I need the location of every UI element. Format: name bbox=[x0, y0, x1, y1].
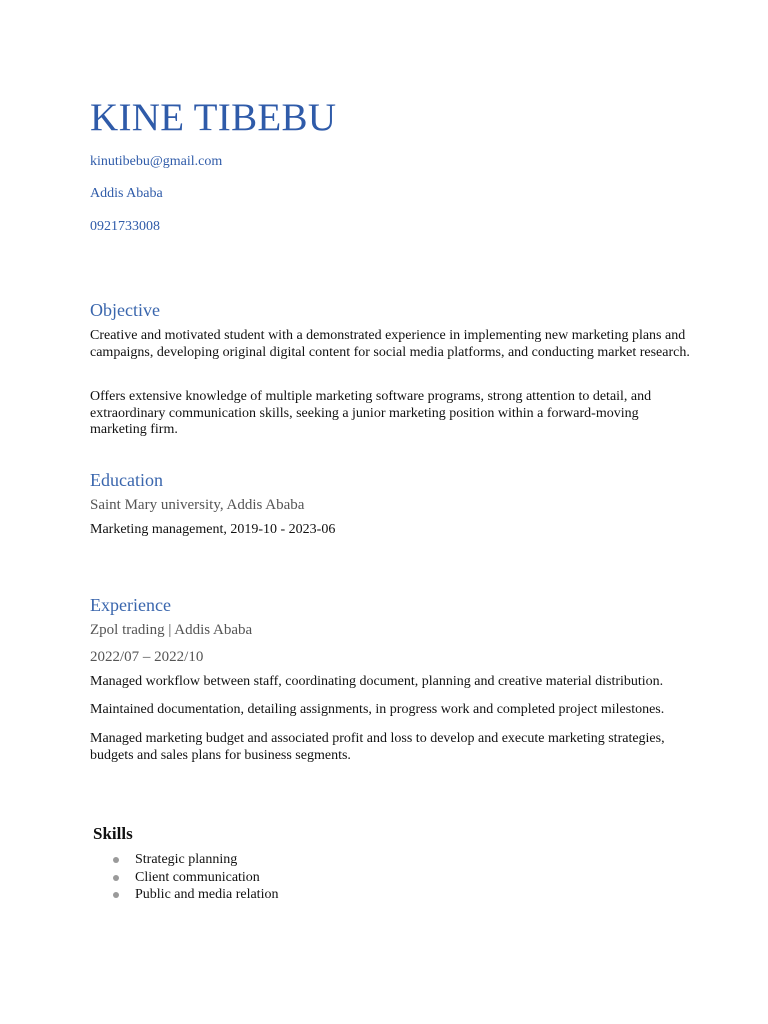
skill-label: Public and media relation bbox=[135, 887, 279, 902]
city-text: Addis Ababa bbox=[90, 186, 163, 201]
skill-label: Strategic planning bbox=[135, 852, 238, 867]
objective-paragraph-1: Creative and motivated student with a demonstrated experience in implementing new marketing plans and campaigns, developing original digital content for social media platforms, and conducting market research. bbox=[90, 328, 690, 360]
bullet-icon bbox=[113, 875, 119, 881]
list-item bbox=[110, 851, 278, 869]
candidate-name: KINE TIBEBU bbox=[90, 96, 337, 139]
experience-company: Zpol trading | Addis Ababa bbox=[90, 622, 253, 638]
skills-list bbox=[110, 851, 278, 904]
experience-dates: 2022/07 – 2022/10 bbox=[90, 649, 204, 665]
email-text: kinutibebu@gmail.com bbox=[90, 154, 223, 169]
skill-label: Client communication bbox=[135, 869, 260, 885]
experience-duty-2: Maintained documentation, detailing assignments, in progress work and completed project milestones. bbox=[90, 702, 665, 717]
bullet-icon bbox=[113, 857, 119, 863]
objective-heading: Objective bbox=[90, 300, 160, 320]
experience-duty-1: Managed workflow between staff, coordinating document, planning and creative material distribution. bbox=[90, 674, 664, 689]
experience-heading: Experience bbox=[90, 595, 171, 615]
list-item bbox=[110, 869, 278, 887]
experience-duty-3: Managed marketing budget and associated profit and loss to develop and execute marketing strategies, budgets and sales plans for business segments. bbox=[90, 731, 665, 763]
education-heading: Education bbox=[90, 470, 163, 490]
list-item bbox=[110, 886, 278, 904]
skills-heading: Skills bbox=[93, 825, 133, 842]
phone-text: 0921733008 bbox=[90, 219, 160, 234]
education-detail: Marketing management, 2019-10 - 2023-06 bbox=[90, 522, 336, 537]
objective-paragraph-2: Offers extensive knowledge of multiple marketing software programs, strong attention to detail, and extraordinary communication skills, seeking a junior marketing position within a forward-moving marketing firm. bbox=[90, 389, 652, 437]
bullet-icon bbox=[113, 892, 119, 898]
education-school: Saint Mary university, Addis Ababa bbox=[90, 497, 305, 513]
